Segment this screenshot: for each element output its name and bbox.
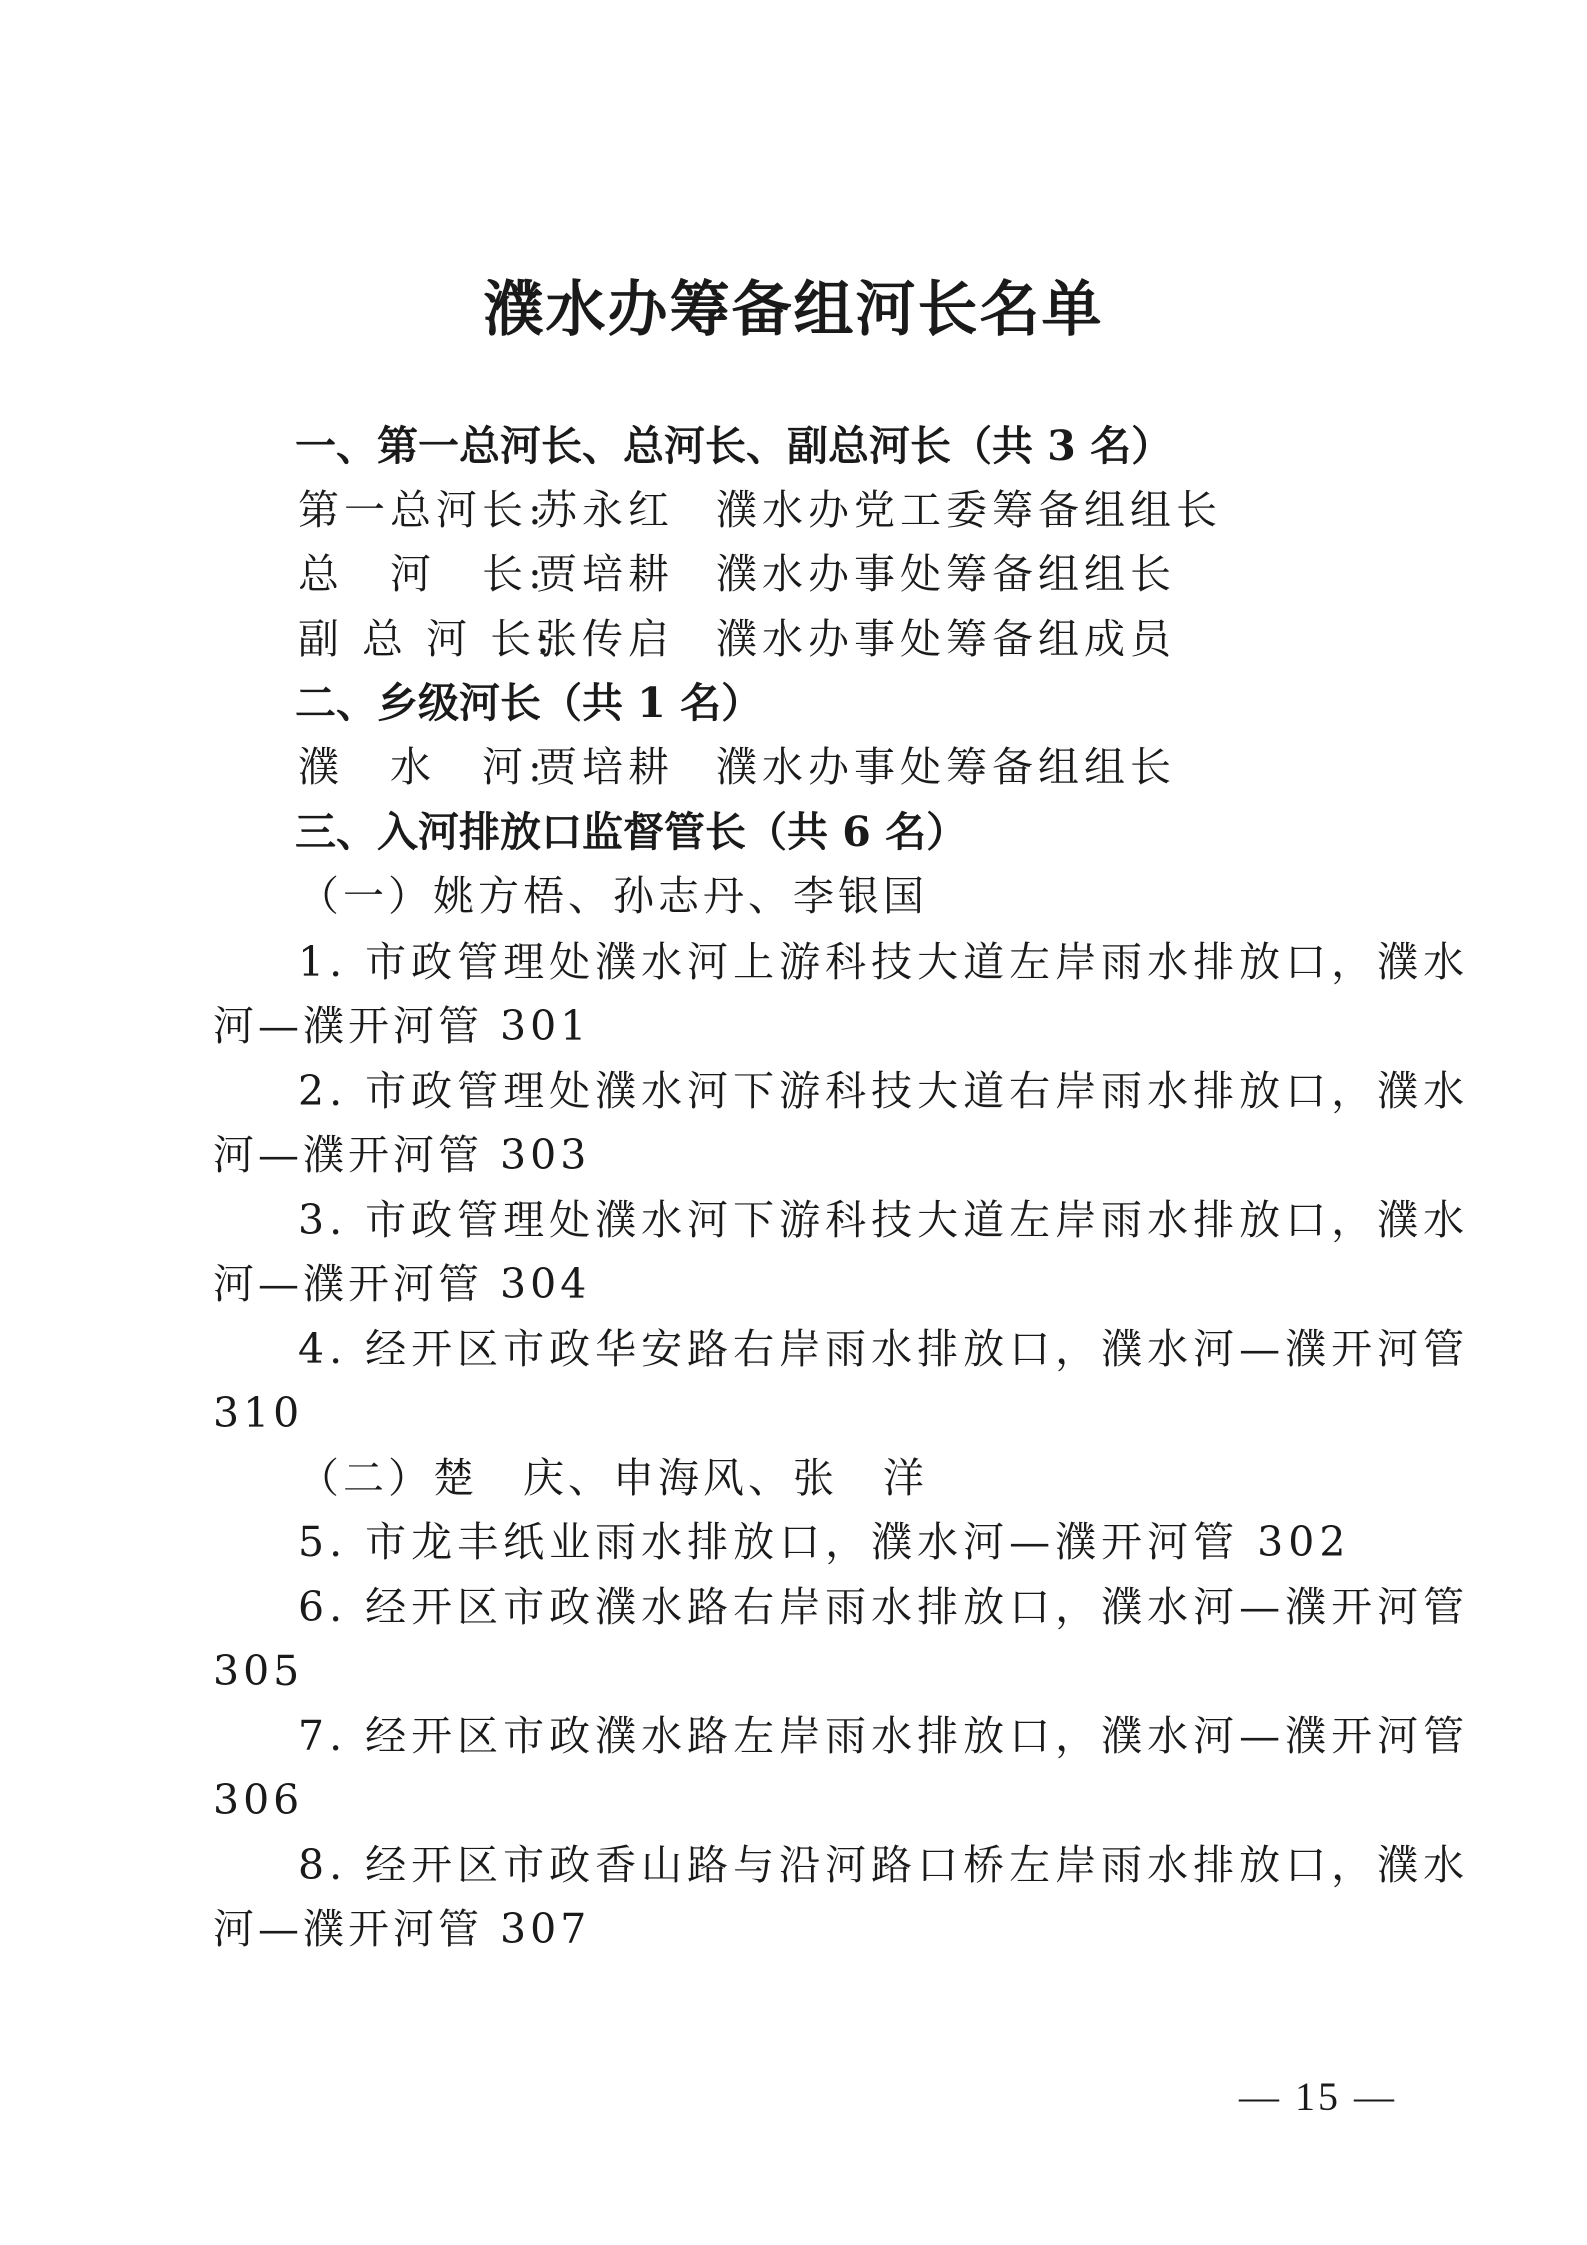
supervisor-group-1: （一）姚方梧、孙志丹、李银国: [298, 872, 928, 920]
row-name: 贾培耕: [536, 550, 674, 598]
row-label: 副 总 河 长:: [298, 615, 555, 663]
row-label: 濮 水 河:: [298, 743, 547, 791]
supervisor-group-2: （二）楚 庆、申海风、张 洋: [298, 1454, 928, 1502]
outlet-item-line: 3. 市政管理处濮水河下游科技大道左岸雨水排放口，濮水: [298, 1196, 1470, 1244]
outlet-item-line: 6. 经开区市政濮水路右岸雨水排放口，濮水河—濮开河管: [298, 1583, 1470, 1631]
outlet-item-continuation: 河—濮开河管 301: [213, 1002, 591, 1050]
outlet-item-line: 2. 市政管理处濮水河下游科技大道右岸雨水排放口，濮水: [298, 1067, 1470, 1115]
outlet-item-line: 1. 市政管理处濮水河上游科技大道左岸雨水排放口，濮水: [298, 938, 1470, 986]
row-name: 贾培耕: [536, 743, 674, 791]
section-heading-2: 二、乡级河长（共 1 名）: [295, 679, 763, 727]
outlet-item-continuation: 河—濮开河管 303: [213, 1131, 591, 1179]
row-position: 濮水办事处筹备组组长: [716, 743, 1176, 791]
row-name: 张传启: [536, 615, 674, 663]
outlet-item-continuation: 310: [213, 1389, 304, 1437]
row-position: 濮水办事处筹备组组长: [716, 550, 1176, 598]
outlet-item-continuation: 305: [213, 1647, 304, 1695]
river-chief-row: [298, 739, 1176, 795]
row-label: 第一总河长:: [298, 486, 547, 534]
outlet-item-line: 7. 经开区市政濮水路左岸雨水排放口，濮水河—濮开河管: [298, 1712, 1470, 1760]
row-label: 总 河 长:: [298, 550, 547, 598]
outlet-item-continuation: 306: [213, 1776, 304, 1824]
river-chief-row: [298, 482, 1222, 538]
outlet-item-continuation: 河—濮开河管 307: [213, 1905, 591, 1953]
page-number: — 15 —: [1239, 2074, 1397, 2119]
outlet-item-continuation: 河—濮开河管 304: [213, 1260, 591, 1308]
row-name: 苏永红: [536, 486, 674, 534]
row-position: 濮水办党工委筹备组组长: [716, 486, 1222, 534]
outlet-item-line: 5. 市龙丰纸业雨水排放口，濮水河—濮开河管 302: [298, 1518, 1351, 1566]
river-chief-row: [298, 611, 1176, 667]
row-position: 濮水办事处筹备组成员: [716, 615, 1176, 663]
section-heading-3: 三、入河排放口监督管长（共 6 名）: [295, 808, 968, 856]
document-title: 濮水办筹备组河长名单: [483, 275, 1104, 345]
river-chief-row: [298, 546, 1176, 602]
outlet-item-line: 4. 经开区市政华安路右岸雨水排放口，濮水河—濮开河管: [298, 1325, 1470, 1373]
section-heading-1: 一、第一总河长、总河长、副总河长（共 3 名）: [295, 422, 1173, 470]
outlet-item-line: 8. 经开区市政香山路与沿河路口桥左岸雨水排放口，濮水: [298, 1841, 1470, 1889]
